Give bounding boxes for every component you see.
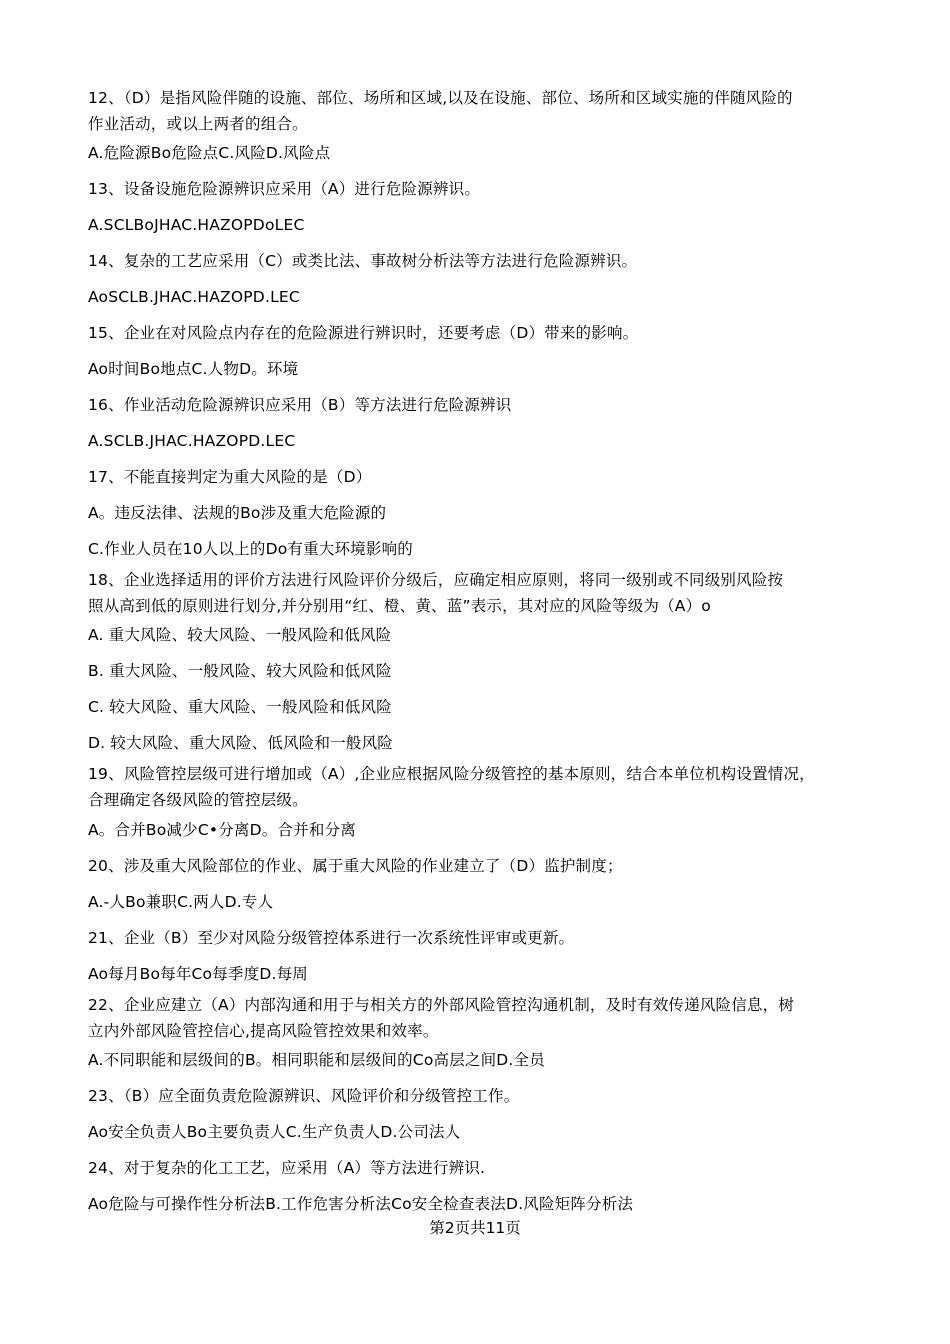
text-line: A.不同职能和层级间的B。相同职能和层级间的Co高层之间D.全员 — [88, 1051, 545, 1069]
text-line: A.SCLBoJHAC.HAZOPDoLEC — [88, 216, 305, 234]
text-line: 14、复杂的工艺应采用（C）或类比法、事故树分析法等方法进行危险源辨识。 — [88, 252, 638, 270]
text-line: C.作业人员在10人以上的Do有重大环境影响的 — [88, 540, 413, 558]
text-line: 15、企业在对风险点内存在的危险源进行辨识时，还要考虑（D）带来的影响。 — [88, 324, 639, 342]
page-number-footer: 第2页共11页 — [429, 1219, 521, 1237]
text-line: 合理确定各级风险的管控层级。 — [88, 791, 308, 809]
text-line: 19、风险管控层级可进行增加或（A）,企业应根据风险分级管控的基本原则，结合本单位机构设置情况， — [88, 765, 815, 783]
text-line: Ao时间Bo地点C.人物D。环境 — [88, 360, 299, 378]
text-line: 作业活动，或以上两者的组合。 — [88, 115, 308, 133]
text-line: 17、不能直接判定为重大风险的是（D） — [88, 468, 372, 486]
text-line: 13、设备设施危险源辨识应采用（A）进行危险源辨识。 — [88, 180, 481, 198]
text-line: A.危险源Bo危险点C.风险D.风险点 — [88, 144, 331, 162]
text-line: 24、对于复杂的化工工艺，应采用（A）等方法进行辨识. — [88, 1159, 486, 1177]
text-line: A. 重大风险、较大风险、一般风险和低风险 — [88, 626, 392, 644]
text-line: 18、企业选择适用的评价方法进行风险评价分级后，应确定相应原则，将同一级别或不同级别风险按 — [88, 571, 784, 589]
text-line: Ao安全负责人Bo主要负责人C.生产负责人D.公司法人 — [88, 1123, 461, 1141]
text-line: 立内外部风险管控信心,提高风险管控效果和效率。 — [88, 1022, 439, 1040]
text-line: C. 较大风险、重大风险、一般风险和低风险 — [88, 698, 392, 716]
text-line: Ao每月Bo每年Co每季度D.每周 — [88, 965, 308, 983]
text-line: 照从高到低的原则进行划分,并分别用“红、橙、黄、蓝”表示，其对应的风险等级为（A）o — [88, 597, 711, 615]
text-line: A。合并Bo减少C•分离D。合并和分离 — [88, 821, 356, 839]
text-line: 22、企业应建立（A）内部沟通和用于与相关方的外部风险管控沟通机制，及时有效传递风险信息，树 — [88, 996, 795, 1014]
text-line: Ao危险与可操作性分析法B.工作危害分析法Co安全检查表法D.风险矩阵分析法 — [88, 1195, 634, 1213]
text-line: 20、涉及重大风险部位的作业、属于重大风险的作业建立了（D）监护制度； — [88, 857, 623, 875]
text-line: A.-人Bo兼职C.两人D.专人 — [88, 893, 274, 911]
text-line: A。违反法律、法规的Bo涉及重大危险源的 — [88, 504, 387, 522]
text-line: B. 重大风险、一般风险、较大风险和低风险 — [88, 662, 392, 680]
text-line: 12、（D）是指风险伴随的设施、部位、场所和区域,以及在设施、部位、场所和区域实施的伴随风险的 — [88, 89, 793, 107]
text-line: D. 较大风险、重大风险、低风险和一般风险 — [88, 734, 393, 752]
text-line: 23、（B）应全面负责危险源辨识、风险评价和分级管控工作。 — [88, 1087, 520, 1105]
text-line: A.SCLB.JHAC.HAZOPD.LEC — [88, 432, 296, 450]
text-line: 16、作业活动危险源辨识应采用（B）等方法进行危险源辨识 — [88, 396, 512, 414]
text-line: AoSCLB.JHAC.HAZOPD.LEC — [88, 288, 300, 306]
text-line: 21、企业（B）至少对风险分级管控体系进行一次系统性评审或更新。 — [88, 929, 575, 947]
